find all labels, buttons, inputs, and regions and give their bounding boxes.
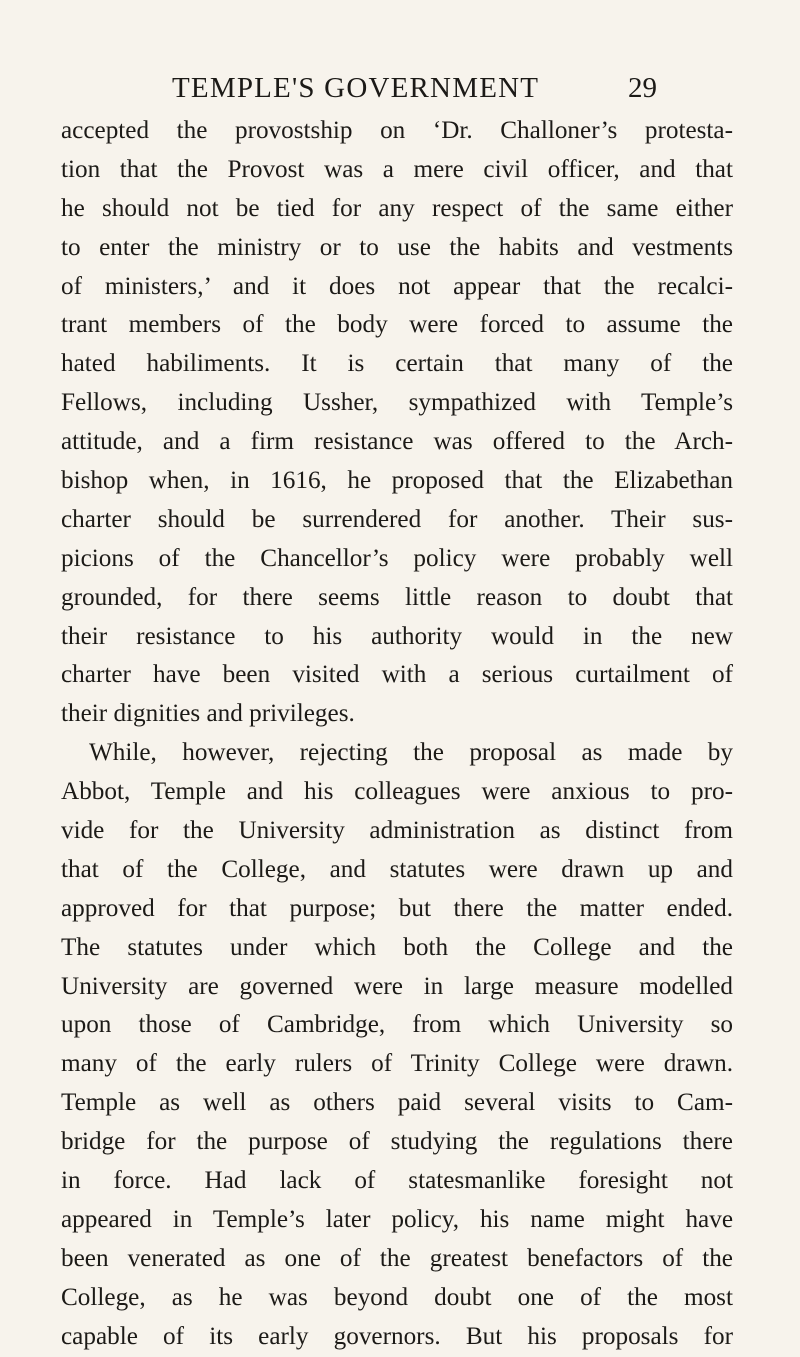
text-line: trant members of the body were forced to assume the — [61, 311, 733, 339]
text-line: Abbot, Temple and his colleagues were anxious to pro- — [61, 778, 733, 806]
text-line: that of the College, and statutes were drawn up and — [61, 855, 733, 883]
text-line: he should not be tied for any respect of the same either — [61, 194, 733, 222]
text-line: tion that the Provost was a mere civil officer, and that — [61, 155, 733, 183]
text-line: bridge for the purpose of studying the regulations there — [61, 1128, 733, 1156]
text-line: many of the early rulers of Trinity College were drawn. — [61, 1050, 733, 1078]
text-line: hated habiliments. It is certain that many of the — [61, 350, 733, 378]
text-line: Fellows, including Ussher, sympathized with Temple’s — [61, 389, 733, 417]
text-line: While, however, rejecting the proposal as made by — [89, 739, 733, 767]
text-line: charter should be surrendered for another. Their sus- — [61, 505, 733, 533]
text-line: to enter the ministry or to use the habits and vestments — [61, 233, 733, 261]
text-line: University are governed were in large measure modelled — [61, 972, 733, 1000]
running-title: TEMPLE'S GOVERNMENT — [172, 72, 540, 104]
running-head — [172, 68, 657, 108]
text-line: picions of the Chancellor’s policy were probably well — [61, 544, 733, 572]
text-line: upon those of Cambridge, from which University so — [61, 1011, 733, 1039]
text-line: in force. Had lack of statesmanlike foresight not — [61, 1167, 733, 1195]
text-line: bishop when, in 1616, he proposed that the Elizabethan — [61, 467, 733, 495]
text-line: appeared in Temple’s later policy, his name might have — [61, 1205, 733, 1233]
text-line: their dignities and privileges. — [61, 700, 355, 728]
text-line: grounded, for there seems little reason to doubt that — [61, 583, 733, 611]
text-line: College, as he was beyond doubt one of the most — [61, 1283, 733, 1311]
text-line: capable of its early governors. But his proposals for — [61, 1322, 733, 1350]
page-number: 29 — [628, 72, 657, 104]
text-line: their resistance to his authority would in the new — [61, 622, 733, 650]
text-line: Temple as well as others paid several visits to Cam- — [61, 1089, 733, 1117]
text-line: been venerated as one of the greatest benefactors of the — [61, 1244, 733, 1272]
text-line: The statutes under which both the College and the — [61, 933, 733, 961]
text-line: accepted the provostship on ‘Dr. Challoner’s protesta- — [61, 117, 733, 144]
text-line: vide for the University administration as distinct from — [61, 817, 733, 845]
text-line: approved for that purpose; but there the matter ended. — [61, 894, 733, 922]
text-line: attitude, and a firm resistance was offered to the Arch- — [61, 428, 733, 456]
text-line: charter have been visited with a serious curtailment of — [61, 661, 733, 689]
text-line: of ministers,’ and it does not appear that the recalci- — [61, 272, 733, 300]
body-text — [61, 112, 733, 1357]
